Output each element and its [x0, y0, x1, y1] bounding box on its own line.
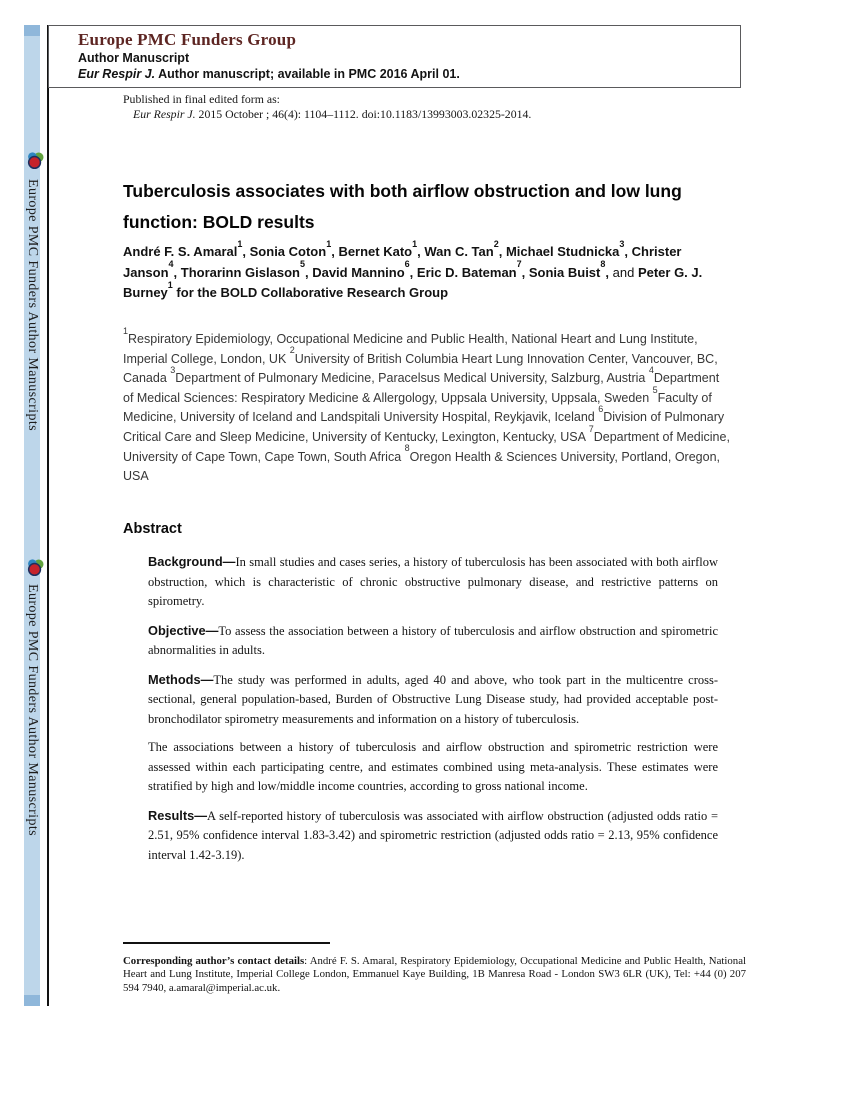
- sidebar-strip-cap-bottom: [24, 995, 40, 1006]
- published-as-citation: [133, 107, 531, 122]
- abstract-heading: Abstract: [123, 521, 182, 537]
- author-list: André F. S. Amaral$^1$, Sonia Coton$^1$, Bernet Kato$^1$, Wan C. Tan$^2$, Michael Studnicka$^3$, Christer Janson$^4$, Thorarinn Gislason$^5$, David Mannino$^6$, Eric D. Bateman$^7$, Sonia Buist$^8$, and Peter G. J. Burney$^1$ for the BOLD Collaborative Research Group: [123, 238, 703, 300]
- footnote-details: : André F. S. Amaral, Respiratory Epidemiology, Occupational Medicine and Public Health, National Heart and Lung Institute, Imperial College London, Emmanuel Kaye Building, 1B Manresa Road - London SW3 6LR (UK), Tel: +44 (0) 207 594 7940, a.amaral@imperial.ac.uk.: [123, 954, 746, 994]
- sidebar-vertical-text: Europe PMC Funders Author Manuscripts: [25, 179, 40, 432]
- abstract-body: [148, 552, 718, 874]
- footnote-block: [123, 942, 746, 996]
- footnote-label: Corresponding author’s contact details: [123, 954, 305, 967]
- article-title: Tuberculosis associates with both airflow obstruction and low lung function: BOLD results: [123, 181, 682, 232]
- citation-journal-name: Eur Respir J.: [133, 107, 196, 121]
- corresponding-author-note: [123, 955, 746, 996]
- abstract-paragraph: Results—A self-reported history of tuberculosis was associated with airflow obstruction (adjusted odds ratio = 2.51, 95% confidence interval 1.83-3.42) and spirometric restriction (adjusted odds ratio = 2.13, 95% confidence interval 1.42-3.19).: [148, 807, 718, 862]
- header-citation: [78, 66, 740, 83]
- header-availability: Author manuscript; available in PMC 2016 April 01.: [155, 67, 460, 81]
- europe-pmc-logo-icon: [26, 151, 45, 170]
- sidebar-vertical-text: Europe PMC Funders Author Manuscripts: [25, 584, 40, 837]
- header-subtitle: Author Manuscript: [78, 51, 190, 65]
- abstract-paragraph: Methods—The study was performed in adults, aged 40 and above, who took part in the multicentre cross-sectional, general population-based, Burden of Obstructive Lung Disease study, had provided acceptable post-bronchodilator spirometry measurements and information on a history of tuberculosis.: [148, 671, 718, 726]
- published-as-block: [123, 92, 531, 122]
- abstract-paragraph: The associations between a history of tuberculosis and airflow obstruction and spirometric restriction were assessed within each participating centre, and estimates combined using meta-analysis. These estimates were stratified by high and low/middle income countries, according to gross national income.: [148, 740, 718, 793]
- footnote-rule: [123, 942, 330, 944]
- left-vertical-rule: [47, 25, 49, 1006]
- header-journal-name: Eur Respir J.: [78, 67, 156, 81]
- europe-pmc-logo-icon: [26, 558, 45, 577]
- sidebar-strip-cap-top: [24, 25, 40, 36]
- citation-details: 2015 October ; 46(4): 1104–1112. doi:10.1183/13993003.02325-2014.: [195, 107, 532, 121]
- header-brand: Europe PMC Funders Group: [78, 30, 297, 49]
- affiliations: $^1$Respiratory Epidemiology, Occupational Medicine and Public Health, National Heart and Lung Institute, Imperial College, London, UK $^2$University of British Columbia Heart Lung Innovation Center, Vancouver, BC, Canada $^3$Department of Pulmonary Medicine, Paracelsus Medical University, Salzburg, Austria $^4$Department of Medical Sciences: Respiratory Medicine & Allergology, Uppsala University, Uppsala, Sweden $^5$Faculty of Medicine, University of Iceland and Landspitali University Hospital, Reykjavik, Iceland $^6$Division of Pulmonary Critical Care and Sleep Medicine, University of Kentucky, Lexington, Kentucky, USA $^7$Department of Medicine, University of Cape Town, Cape Town, South Africa $^8$Oregon Health & Sciences University, Portland, Oregon, USA: [123, 325, 730, 484]
- funders-group-header: [48, 25, 741, 88]
- sidebar-strip: [24, 25, 40, 1006]
- abstract-paragraph: Objective—To assess the association between a history of tuberculosis and airflow obstruction and spirometric abnormalities in adults.: [148, 622, 718, 657]
- published-as-label: Published in final edited form as:: [123, 92, 280, 106]
- abstract-paragraph: Background—In small studies and cases series, a history of tuberculosis has been associated with both airflow obstruction, which is characteristic of chronic obstructive pulmonary disease, and restrictive patterns on spirometry.: [148, 554, 718, 608]
